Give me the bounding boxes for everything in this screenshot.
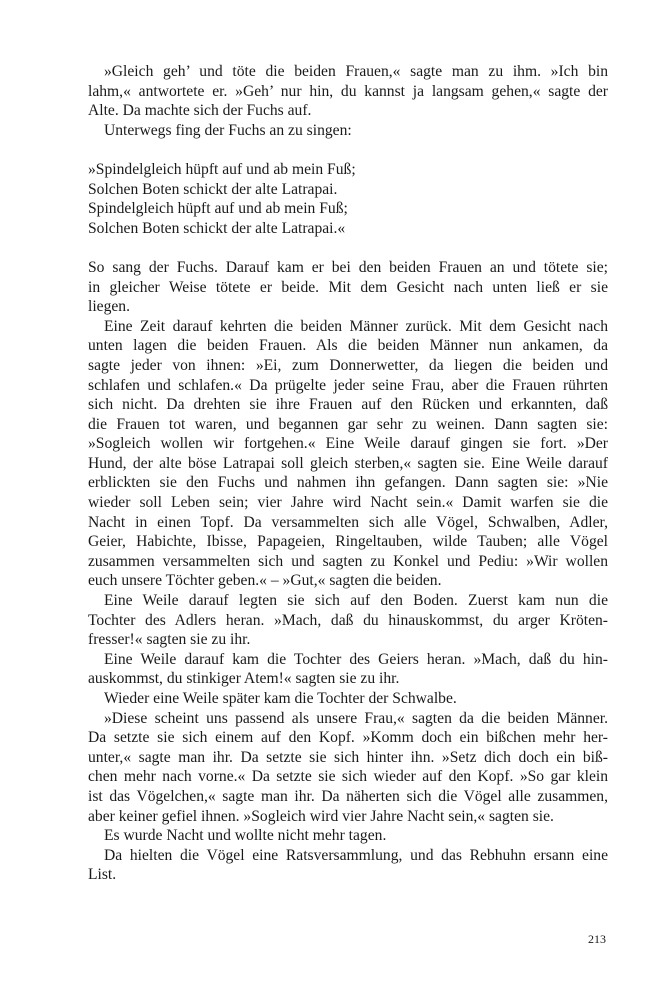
text-line: Eine Weile darauf kam die Tochter des Geiers heran. »Mach, daß du hin- — [104, 650, 608, 668]
text-line: Eine Weile darauf legten sie sich auf den Boden. Zuerst kam nun die — [104, 592, 608, 610]
text-line: Unterwegs fing der Fuchs an zu singen: — [104, 121, 352, 139]
text-line: »Gleich geh’ und töte die beiden Frauen,« sagte man zu ihm. »Ich bin — [104, 63, 608, 80]
text-line: »Diese scheint uns passend als unsere Frau,« sagten da die beiden Männer. — [104, 709, 608, 727]
text-line: Wieder eine Weile später kam die Tochter der Schwalbe. — [104, 690, 457, 707]
text-line: liegen. — [88, 298, 130, 316]
text-line: schlafen und schlafen.« Da prügelte jeder seine Frau, aber die Frauen rührten — [88, 376, 608, 394]
text-line: Alte. Da machte sich der Fuchs auf. — [88, 102, 312, 120]
text-line: chen mehr nach vorne.« Da setzte sie sich wieder auf den Kopf. »So gar klein — [88, 768, 608, 786]
stanza-gap — [88, 238, 608, 258]
text-line: Es wurde Nacht und wollte nicht mehr tagen. — [104, 827, 387, 845]
text-line: lahm,« antwortete er. »Geh’ nur hin, du kannst ja langsam gehen,« sagte der — [88, 82, 608, 100]
text-line: aber keiner gefiel ihnen. »Sogleich wird vier Jahre Nacht sein,« sagten sie. — [88, 807, 554, 825]
text-line: Da hielten die Vögel eine Ratsversammlung, und das Rebhuhn ersann eine — [104, 846, 608, 864]
text-line: Hund, der alte böse Latrapai soll gleich sterben,« sagten sie. Eine Weile darauf — [88, 454, 608, 472]
verse-line: »Spindelgleich hüpft auf und ab mein Fuß; — [88, 160, 356, 178]
text-line: Nacht in einen Topf. Da versammelten sich alle Vögel, Schwalben, Adler, — [88, 513, 608, 531]
verse-line: Spindelgleich hüpft auf und ab mein Fuß; — [88, 200, 348, 218]
text-line: List. — [88, 866, 117, 884]
text-line: unten lagen die beiden Frauen. Als die beiden Männer nun ankamen, da — [88, 337, 608, 355]
text-line: euch unsere Töchter geben.« – »Gut,« sagten die beiden. — [88, 572, 442, 590]
text-line: in gleicher Weise tötete er beide. Mit dem Gesicht nach unten ließ er sie — [88, 278, 608, 296]
text-line: fresser!« sagten sie zu ihr. — [88, 631, 251, 649]
text-line: wieder soll Leben sein; vier Jahre wird Nacht sein.« Damit warfen sie die — [88, 494, 608, 512]
text-line: zusammen versammelten sich und sagten zu Konkel und Pediu: »Wir wollen — [88, 552, 608, 570]
text-line: die Frauen tot waren, und begannen gar sehr zu weinen. Dann sagten sie: — [88, 415, 608, 433]
page-body — [88, 62, 608, 885]
text-line: So sang der Fuchs. Darauf kam er bei den beiden Frauen an und tötete sie; — [88, 258, 608, 276]
text-line: Da setzte sie sich einem auf den Kopf. »Komm doch ein bißchen mehr her- — [88, 729, 608, 747]
text-line: »Sogleich wollen wir fortgehen.« Eine Weile darauf gingen sie fort. »Der — [88, 435, 608, 453]
stanza-gap — [88, 140, 608, 160]
verse-line: Solchen Boten schickt der alte Latrapai. — [88, 180, 338, 198]
text-line: erblickten sie den Fuchs und nahmen ihn gefangen. Dann sagten sie: »Nie — [88, 474, 608, 492]
page-number: 213 — [588, 932, 606, 946]
verse-line: Solchen Boten schickt der alte Latrapai.« — [88, 219, 346, 237]
text-line: Eine Zeit darauf kehrten die beiden Männer zurück. Mit dem Gesicht nach — [104, 317, 608, 335]
text-line: auskommst, du stinkiger Atem!« sagten sie zu ihr. — [88, 670, 400, 688]
text-line: unter,« sagte man ihr. Da setzte sie sich hinter ihn. »Setz dich doch ein biß- — [88, 748, 608, 766]
text-line: sagte jeder von ihnen: »Ei, zum Donnerwetter, da liegen die beiden und — [88, 356, 608, 374]
text-line: Tochter des Adlers heran. »Mach, daß du hinauskommst, du arger Kröten- — [88, 611, 608, 629]
text-line: sich nicht. Da drehten sie ihre Frauen auf den Rücken und erkannten, daß — [88, 396, 608, 414]
text-line: Geier, Habichte, Ibisse, Papageien, Ringeltauben, wilde Tauben; alle Vögel — [88, 533, 608, 551]
text-line: ist das Vögelchen,« sagte man ihr. Da näherten sich die Vögel alle zusammen, — [88, 787, 608, 805]
